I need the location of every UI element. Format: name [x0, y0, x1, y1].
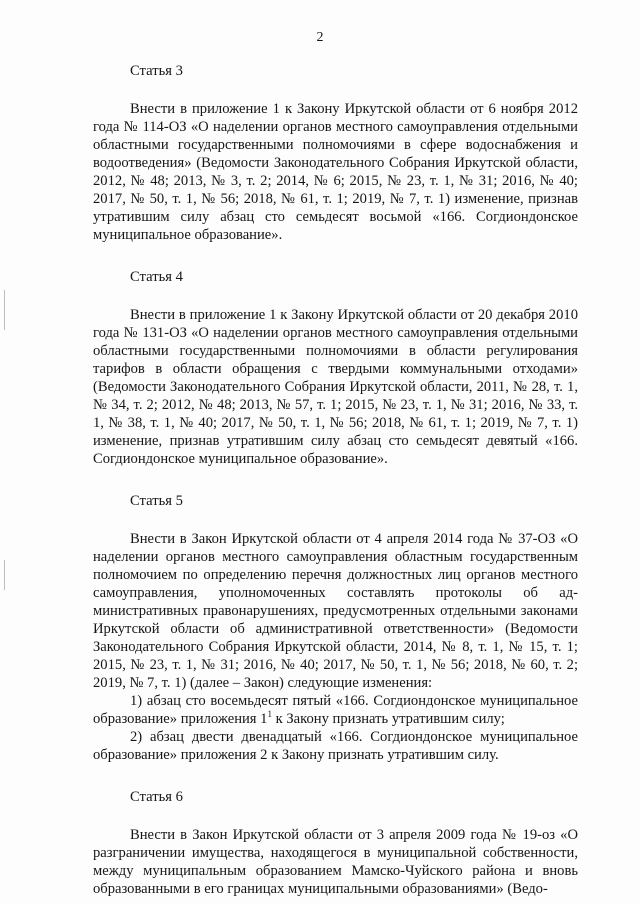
article-paragraph: Внести в приложение 1 к Закону Иркутской области от 20 декабря 2010 года № 131-ОЗ «О наделении органов местного самоуправления отдельными областными государственными полномочиями в области регулирования тарифов в области обращения с твердыми коммунальными отходами» (Ведомости Законодательного Собрания Иркутской области, 2011, № 28, т. 1, № 34, т. 2; 2012, № 48; 2013, № 57, т. 1; 2015, № 23, т. 1, № 31; 2016, № 33, т. 1, № 38, т. 1, № 40; 2017, № 50, т. 1, № 56; 2018, № 61, т. 1; 2019, № 7, т. 1) изменение, признав утратившим силу абзац сто семьдесят девятый «166. Согдиондонское муниципальное образование». [93, 307, 578, 467]
list-item-text: к Закону признать утратившим силу; [271, 711, 505, 727]
article-5 [93, 492, 578, 764]
document-body [93, 62, 578, 922]
article-paragraph: Внести в Закон Иркутской области от 4 апреля 2014 года № 37-ОЗ «О наделении органов местного самоуправления областным государственным полномочием по определению перечня должностных лиц органов местного самоуправления, уполномоченных составлять протоколы об административных правонарушениях, предусмотренных отдельными законами Иркутской области об административной ответственности» (Ведомости Законодательного Собрания Иркутской области, 2014, № 8, т. 1, № 15, т. 1; 2015, № 23, т. 1, № 31; 2016, № 40; 2017, № 50, т. 1, № 56; 2018, № 60, т. 2; 2019, № 7, т. 1) (далее – Закон) следующие изменения: [93, 531, 578, 691]
list-item-text: 1) абзац сто восемьдесят пятый «166. Согдиондонское муниципальное образование» приложения 1 [93, 693, 578, 727]
article-3 [93, 62, 578, 244]
list-item-2: 2) абзац двести двенадцатый «166. Согдиондонское муниципальное образование» приложения 2 к Закону признать утратившим силу. [93, 729, 578, 763]
article-heading: Статья 4 [130, 269, 183, 285]
list-item-1 [93, 692, 578, 728]
article-4 [93, 268, 578, 468]
article-heading: Статья 3 [130, 63, 183, 79]
article-heading: Статья 5 [130, 493, 183, 509]
superscript: 1 [267, 709, 272, 720]
article-heading: Статья 6 [130, 789, 183, 805]
scan-margin-mark [4, 560, 5, 590]
article-paragraph: Внести в Закон Иркутской области от 3 апреля 2009 года № 19-оз «О разграничении имущества, находящегося в муниципальной собственности, между муниципальным образованием Мамско-Чуйского района и вновь образованными в его границах муниципальными образованиями» (Ведо- [93, 827, 578, 897]
page-number: 2 [316, 30, 324, 45]
article-6 [93, 788, 578, 898]
article-paragraph: Внести в приложение 1 к Закону Иркутской области от 6 ноября 2012 года № 114-ОЗ «О наделении органов местного самоуправления отдельными областными государственными полномочиями в сфере водоснабжения и водоотведения» (Ведомости Законодательного Собрания Иркутской области, 2012, № 48; 2013, № 3, т. 2; 2014, № 6; 2015, № 23, т. 1, № 31; 2016, № 40; 2017, № 50, т. 1, № 56; 2018, № 61, т. 1; 2019, № 7, т. 1) изменение, признав утратившим силу абзац сто семьдесят восьмой «166. Согдиондонское муниципальное образование». [93, 101, 578, 243]
scan-margin-mark [4, 290, 5, 330]
